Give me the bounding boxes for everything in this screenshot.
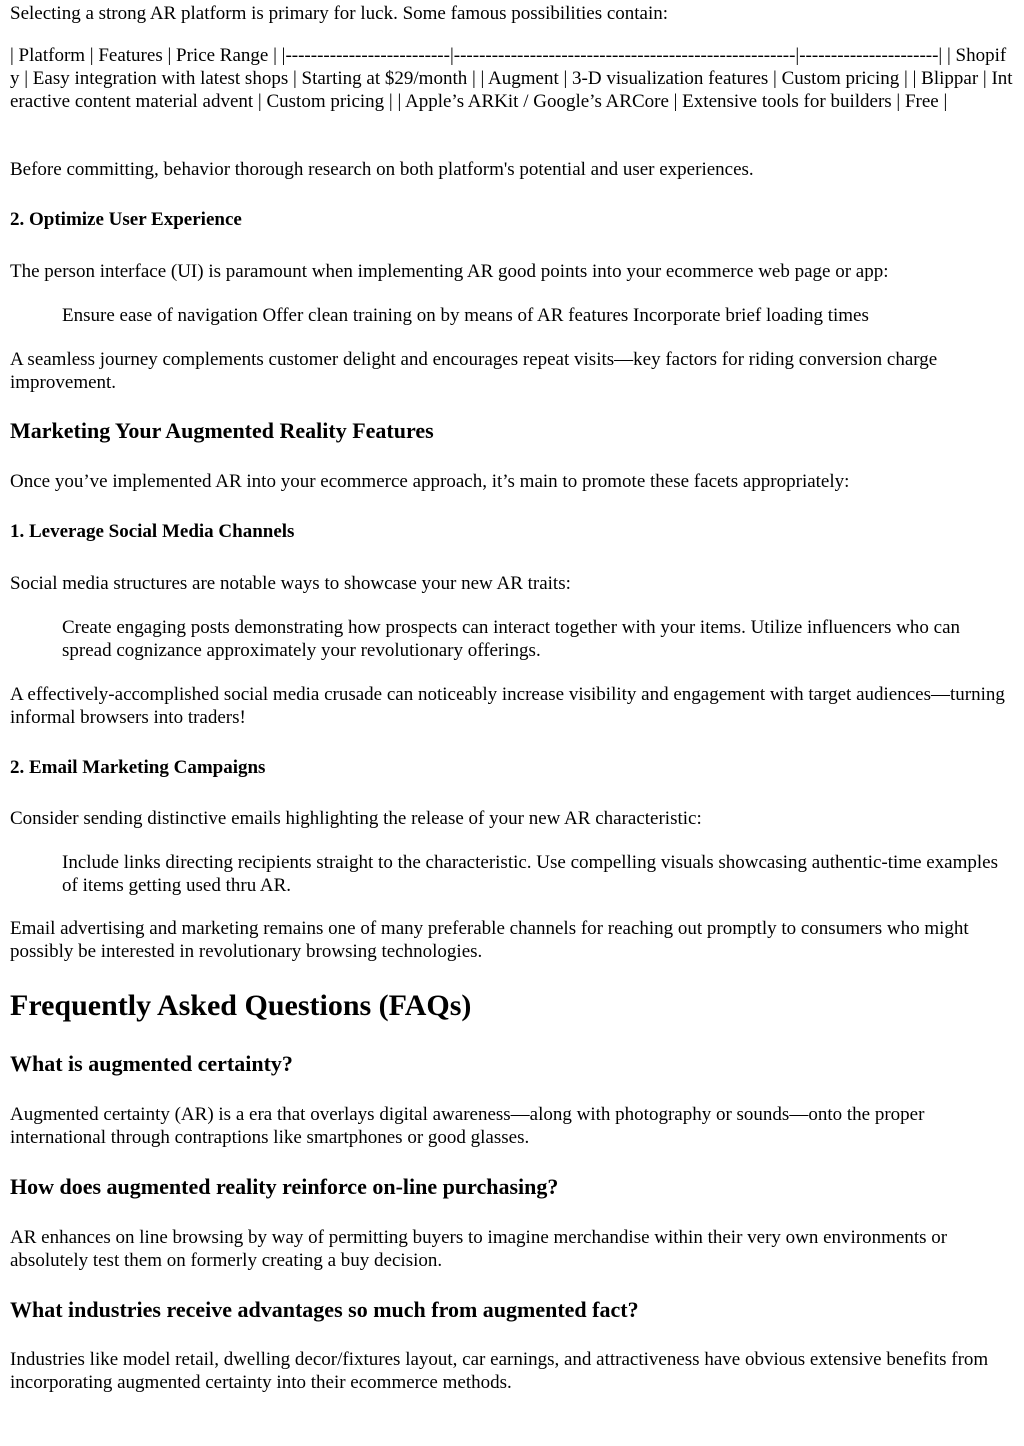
email-marketing-quote: Include links directing recipients straight to the characteristic. Use compelling visuals showcasing authentic-time examples of items getting used thru AR.	[62, 852, 999, 896]
seamless-journey-paragraph: A seamless journey complements customer delight and encourages repeat visits—key factors for riding conversion charge improvement.	[10, 349, 938, 393]
faq-answer: Augmented certainty (AR) is a era that overlays digital awareness—along with photography or sounds—onto the proper international through contraptions like smartphones or good glasses.	[10, 1104, 925, 1148]
faq-heading: Frequently Asked Questions (FAQs)	[10, 989, 472, 1022]
research-advice-paragraph: Before committing, behavior thorough research on both platform's potential and user experiences.	[10, 159, 754, 180]
social-media-followup-paragraph: A effectively-accomplished social media crusade can noticeably increase visibility and engagement with target audiences—turning informal browsers into traders!	[10, 684, 1005, 728]
email-marketing-paragraph: Consider sending distinctive emails highlighting the release of your new AR characteristic:	[10, 808, 702, 829]
platform-comparison-table-text: | Platform | Features | Price Range | |--------------------------|------------------------------------------------------|----------------------| | Shopify | Easy integration with latest shops | Starting at $29/month | | Augment | 3-D visualization features | Custom pricing | | Blippar | Interactive content material advent | Custom pricing | | Apple’s ARKit / Google’s ARCore | Extensive tools for builders | Free |	[10, 45, 1013, 112]
optimize-ux-heading: 2. Optimize User Experience	[10, 209, 242, 230]
faq-question: How does augmented reality reinforce on-line purchasing?	[10, 1174, 559, 1199]
email-marketing-followup-paragraph: Email advertising and marketing remains one of many preferable channels for reaching out promptly to consumers who might possibly be interested in revolutionary browsing technologies.	[10, 918, 969, 962]
faq-question: What industries receive advantages so much from augmented fact?	[10, 1297, 639, 1322]
social-media-quote: Create engaging posts demonstrating how prospects can interact together with your items. Utilize influencers who can spread cognizance approximately your revolutionary offerings.	[62, 617, 961, 661]
marketing-intro-paragraph: Once you’ve implemented AR into your ecommerce approach, it’s main to promote these facets appropriately:	[10, 471, 850, 492]
email-marketing-heading: 2. Email Marketing Campaigns	[10, 757, 266, 778]
faq-answer: Industries like model retail, dwelling decor/fixtures layout, car earnings, and attractiveness have obvious extensive benefits from incorporating augmented certainty into their ecommerce methods.	[10, 1349, 989, 1393]
optimize-ux-quote: Ensure ease of navigation Offer clean training on by means of AR features Incorporate brief loading times	[62, 305, 869, 326]
social-media-paragraph: Social media structures are notable ways to showcase your new AR traits:	[10, 573, 571, 594]
marketing-heading: Marketing Your Augmented Reality Features	[10, 418, 434, 443]
intro-paragraph: Selecting a strong AR platform is primary for luck. Some famous possibilities contain:	[10, 3, 669, 24]
optimize-ux-paragraph: The person interface (UI) is paramount when implementing AR good points into your ecommerce web page or app:	[10, 261, 889, 282]
faq-answer: AR enhances on line browsing by way of permitting buyers to imagine merchandise within their very own environments or absolutely test them on formerly creating a buy decision.	[10, 1227, 948, 1271]
faq-question: What is augmented certainty?	[10, 1051, 293, 1076]
social-media-heading: 1. Leverage Social Media Channels	[10, 521, 295, 542]
